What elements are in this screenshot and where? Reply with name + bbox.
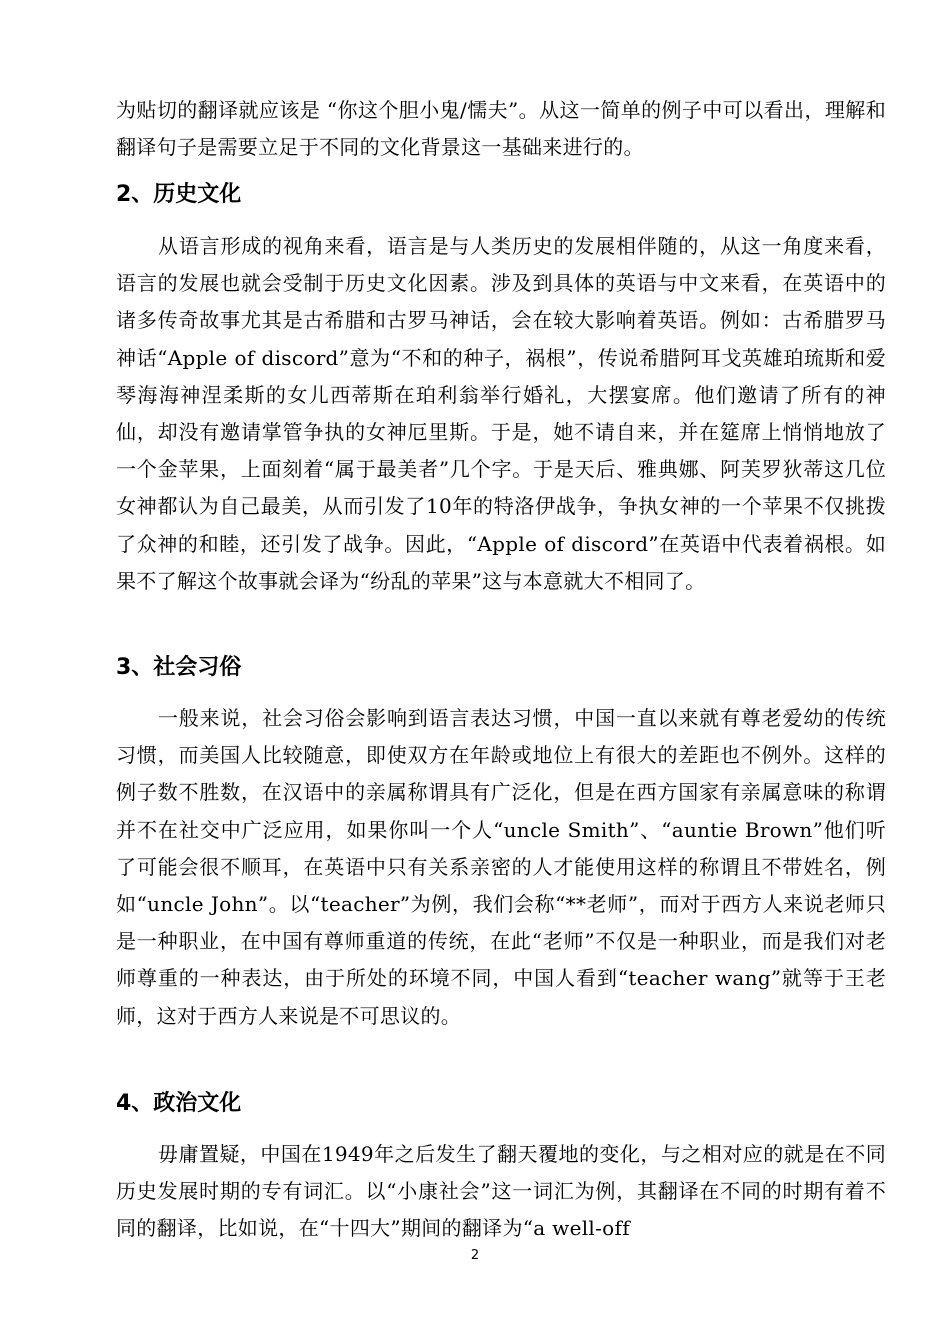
intro-paragraph: 为贴切的翻译就应该是 “你这个胆小鬼/懦夫”。从这一简单的例子中可以看出，理解和翻译句子是需要立足于不同的文化背景这一基础来进行的。 xyxy=(116,98,886,160)
section-heading-political-culture: 4、政治文化 xyxy=(116,1091,242,1116)
section-heading-history: 2、历史文化 xyxy=(116,182,242,207)
section-paragraph-social-customs: 一般来说，社会习俗会影响到语言表达习惯，中国一直以来就有尊老爱幼的传统习惯，而美国人比较随意，即使双方在年龄或地位上有很大的差距也不例外。这样的例子数不胜数，在汉语中的亲属称谓具有广泛化，但是在西方国家有亲属意味的称谓并不在社交中广泛应用，如果你叫一个人“uncle Smith”、“auntie Brown”他们听了可能会很不顺耳，在英语中只有关系亲密的人才能使用这样的称谓且不带姓名，例如“uncle John”。以“teacher”为例，我们会称“**老师”，而对于西方人来说老师只是一种职业，在中国有尊师重道的传统，在此“老师”不仅是一种职业，而是我们对老师尊重的一种表达，由于所处的环境不同，中国人看到“teacher wang”就等于王老师，这对于西方人来说是不可思议的。 xyxy=(116,706,886,1028)
page-number: 2 xyxy=(470,1248,480,1263)
section-paragraph-political-culture: 毋庸置疑，中国在1949年之后发生了翻天覆地的变化，与之相对应的就是在不同历史发展时期的专有词汇。以“小康社会”这一词汇为例，其翻译在不同的时期有着不同的翻译，比如说，在“十四大”期间的翻译为“a well-off xyxy=(116,1142,886,1241)
section-paragraph-history: 从语言形成的视角来看，语言是与人类历史的发展相伴随的，从这一角度来看，语言的发展也就会受制于历史文化因素。涉及到具体的英语与中文来看，在英语中的诸多传奇故事尤其是古希腊和古罗马神话，会在较大影响着英语。例如：古希腊罗马神话“Apple of discord”意为“不和的种子，祸根”，传说希腊阿耳戈英雄珀琉斯和爱琴海海神涅柔斯的女儿西蒂斯在珀利翁举行婚礼，大摆宴席。他们邀请了所有的神仙，却没有邀请掌管争执的女神厄里斯。于是，她不请自来，并在筵席上悄悄地放了一个金苹果，上面刻着“属于最美者”几个字。于是天后、雅典娜、阿芙罗狄蒂这几位女神都认为自己最美，从而引发了10年的特洛伊战争，争执女神的一个苹果不仅挑拨了众神的和睦，还引发了战争。因此，“Apple of discord”在英语中代表着祸根。如果不了解这个故事就会译为“纷乱的苹果”这与本意就大不相同了。 xyxy=(116,234,886,593)
section-heading-social-customs: 3、社会习俗 xyxy=(116,655,242,680)
